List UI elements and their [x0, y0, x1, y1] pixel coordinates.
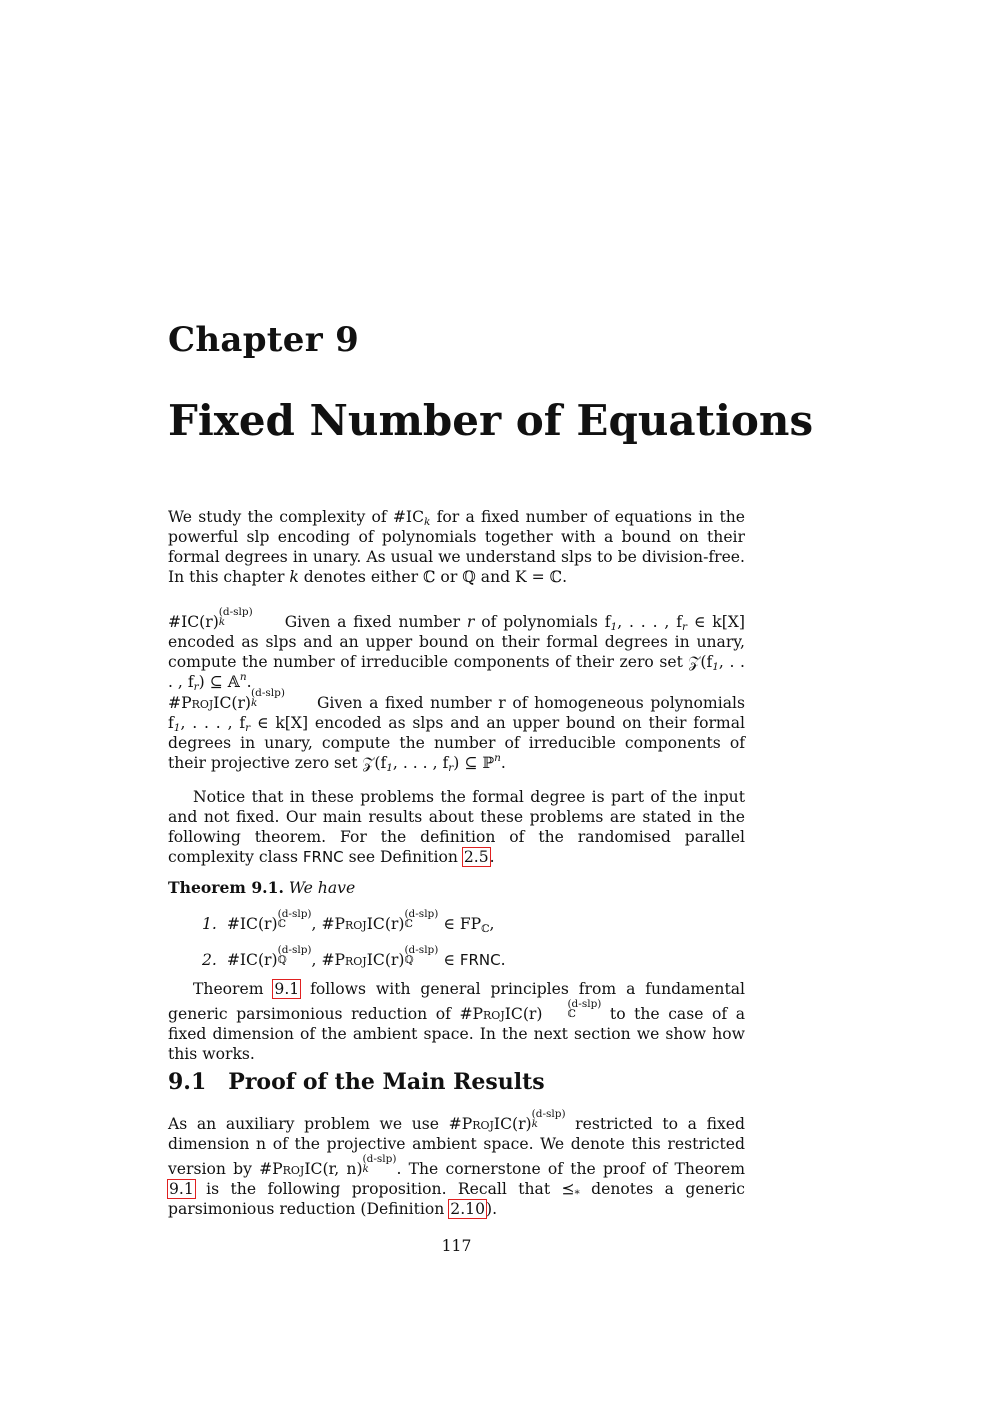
theorem-item-2: 2. #IC(r) (d-slp) ℚ , #ProjIC(r) (d-slp) ℚ ∈ FRNC.	[202, 944, 506, 969]
theorem-item-1: 1. #IC(r) (d-slp) ℂ , #ProjIC(r) (d-slp) ℂ ∈ $FP_ℂ$,	[202, 908, 495, 935]
problem-ic-definition: #IC(r) (d-slp) k Given a fixed number r of polynomials $f_1$, . . . , $f_r$ ∈ k[X] encoded as slps and an upper bound on their formal degrees in unary, compute the number of irreducible components of their zero set $𝒵(f_1$, . . . , $f_r$) ⊆ 𝔸$^n$.	[168, 606, 745, 693]
section-heading: 9.1 Proof of the Main Results	[168, 1069, 545, 1095]
page	[168, 0, 814, 1414]
problem-projic-name: #ProjIC(r) (d-slp) k	[168, 687, 285, 712]
intro-paragraph: We study the complexity of $\#IC_k$ for a fixed number of equations in the powerful slp encoding of polynomials together with a bound on their formal degrees in unary. As usual we understand slps to be division-free. In this chapter k denotes either ℂ or ℚ and K = ℂ.	[168, 508, 745, 586]
definition-2-5-link[interactable]: 2.5	[463, 848, 489, 866]
auxiliary-paragraph: As an auxiliary problem we use #ProjIC(r) (d-slp) k restricted to a fixed dimension n of the projective ambient space. We denote this restricted version by #ProjIC(r, n) (d-slp) k . The cornerstone of the proof of Theorem 9.1 is the following proposition. Recall that $⪯_*$ denotes a generic parsimonious reduction (Definition 2.10).	[168, 1108, 745, 1218]
problem-projic-definition: #ProjIC(r) (d-slp) k Given a fixed number r of homogeneous polynomials $f_1$, . . . , $f_r$ ∈ k[X] encoded as slps and an upper bound on their formal degrees in unary, compute the number of irreducible components of their projective zero set $𝒵(f_1$, . . . , $f_r$) ⊆ ℙ$^n$.	[168, 687, 745, 774]
chapter-title: Fixed Number of Equations	[168, 396, 814, 445]
follows-paragraph: Theorem 9.1 follows with general principles from a fundamental generic parsimonious reduction of #ProjIC(r) (d-slp) ℂ to the case of a fixed dimension of the ambient space. In the next section we show how this works.	[168, 980, 745, 1063]
problem-ic-name: #IC(r) (d-slp) k	[168, 606, 253, 631]
notice-paragraph: Notice that in these problems the formal degree is part of the input and not fixed. Our main results about these problems are stated in the following theorem. For the definition of the randomised parallel complexity class FRNC see Definition 2.5.	[168, 788, 745, 866]
theorem-9-1-link[interactable]: 9.1	[274, 980, 300, 998]
chapter-label: Chapter 9	[168, 320, 360, 360]
theorem-9-1-link-2[interactable]: 9.1	[169, 1180, 194, 1198]
theorem-heading: Theorem 9.1. We have	[168, 878, 356, 897]
definition-2-10-link[interactable]: 2.10	[450, 1200, 486, 1218]
page-number: 117	[441, 1237, 472, 1255]
